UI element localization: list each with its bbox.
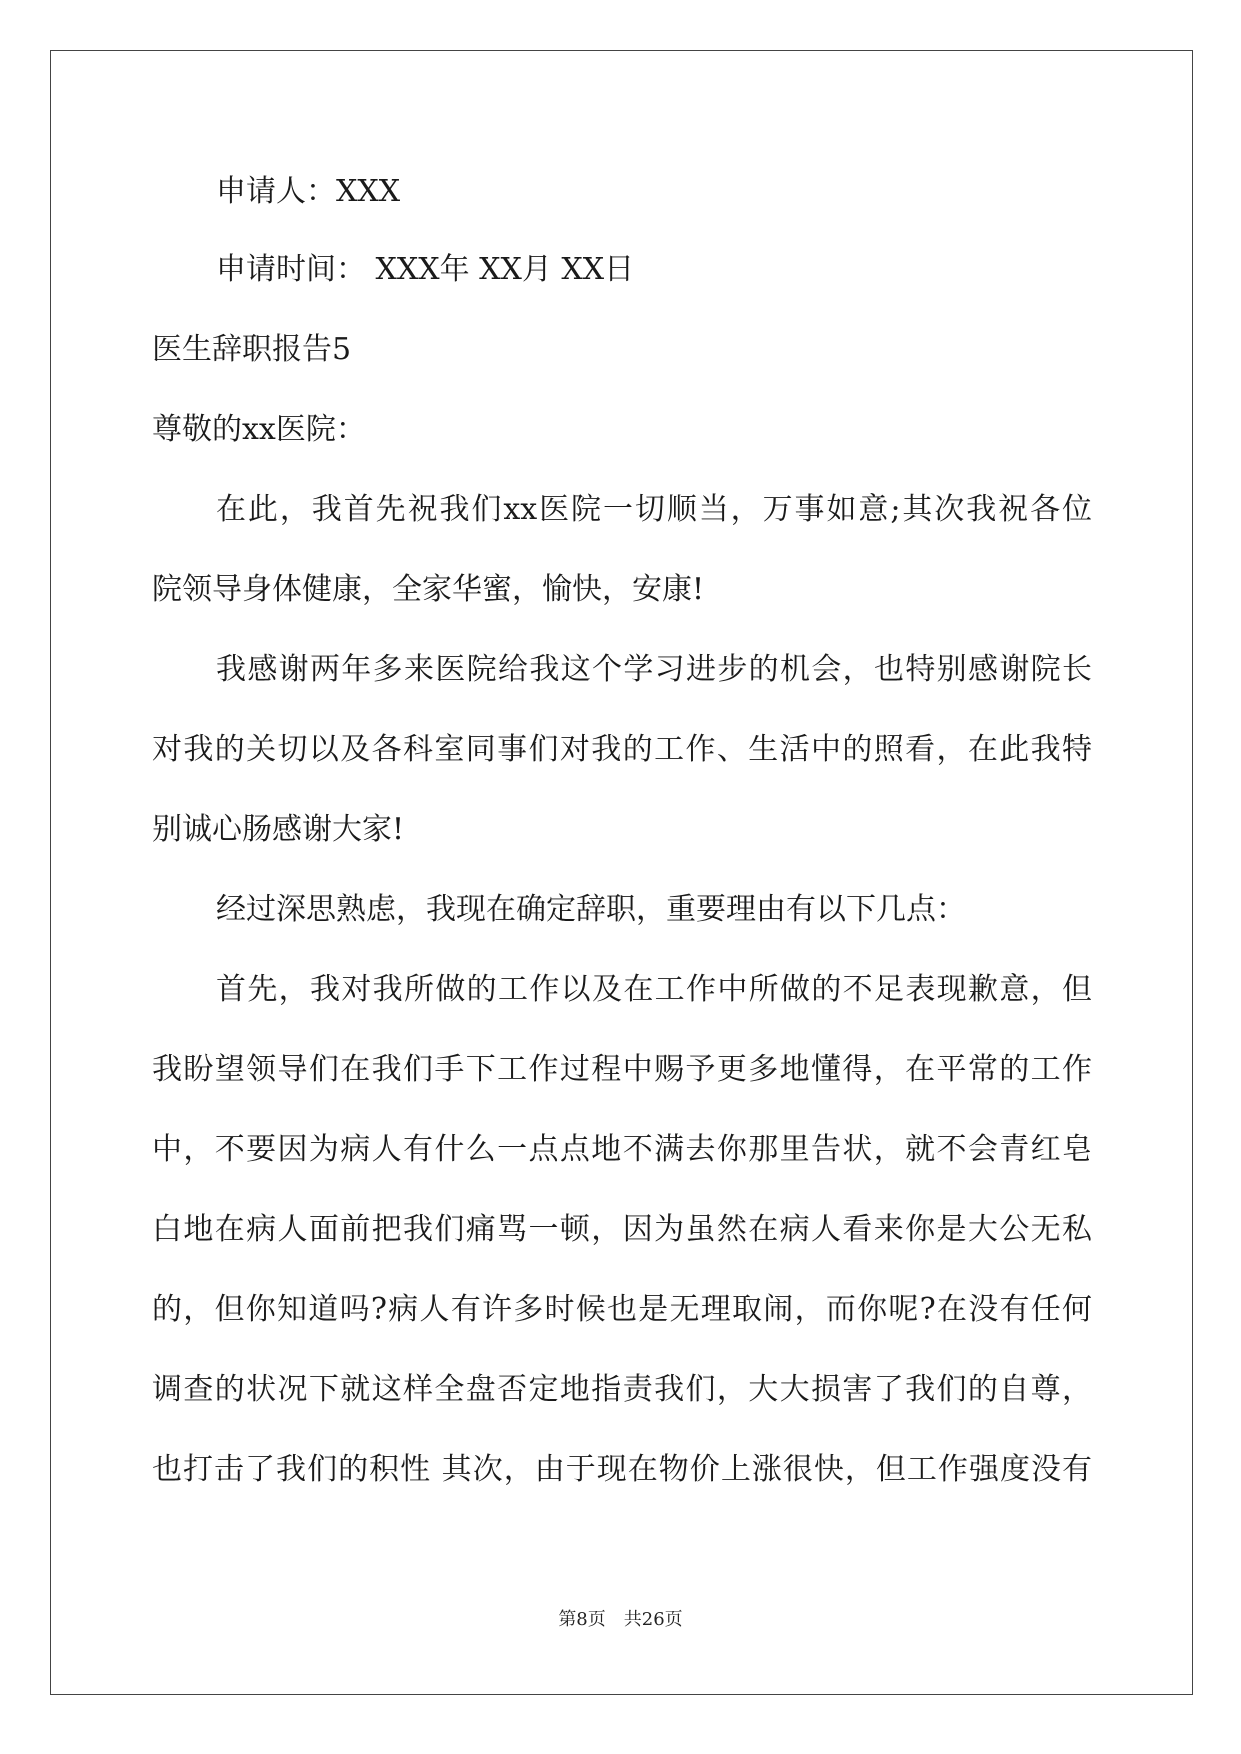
application-date-line: 申请时间： XXX年 XX月 XX日	[216, 252, 635, 287]
paragraph-line: 院领导身体健康，全家华蜜，愉快，安康!	[152, 572, 705, 607]
paragraph-line: 在此，我首先祝我们xx医院一切顺当，万事如意;其次我祝各位	[216, 492, 1092, 527]
paragraph-line: 中，不要因为病人有什么一点点地不满去你那里告状，就不会青红皂	[152, 1132, 1092, 1167]
paragraph-line: 别诚心肠感谢大家!	[152, 812, 405, 847]
paragraph-line: 调查的状况下就这样全盘否定地指责我们，大大损害了我们的自尊，	[152, 1372, 1092, 1407]
applicant-line: 申请人：XXX	[216, 174, 401, 209]
page-number: 第8页 共26页	[558, 1609, 683, 1630]
paragraph-line: 对我的关切以及各科室同事们对我的工作、生活中的照看，在此我特	[152, 732, 1092, 767]
paragraph-line: 我感谢两年多来医院给我这个学习进步的机会，也特别感谢院长	[216, 652, 1092, 687]
paragraph-line: 我盼望领导们在我们手下工作过程中赐予更多地懂得，在平常的工作	[152, 1052, 1092, 1087]
page-border	[50, 50, 1193, 1695]
section-title: 医生辞职报告5	[152, 332, 352, 367]
paragraph-line: 白地在病人面前把我们痛骂一顿，因为虽然在病人看来你是大公无私	[152, 1212, 1092, 1247]
paragraph-line: 经过深思熟虑，我现在确定辞职，重要理由有以下几点：	[216, 892, 966, 927]
paragraph-line: 首先，我对我所做的工作以及在工作中所做的不足表现歉意，但	[216, 972, 1092, 1007]
salutation: 尊敬的xx医院：	[152, 412, 366, 447]
paragraph-line: 的，但你知道吗?病人有许多时候也是无理取闹，而你呢?在没有任何	[152, 1292, 1092, 1327]
paragraph-line: 也打击了我们的积性 其次，由于现在物价上涨很快，但工作强度没有	[152, 1452, 1092, 1487]
